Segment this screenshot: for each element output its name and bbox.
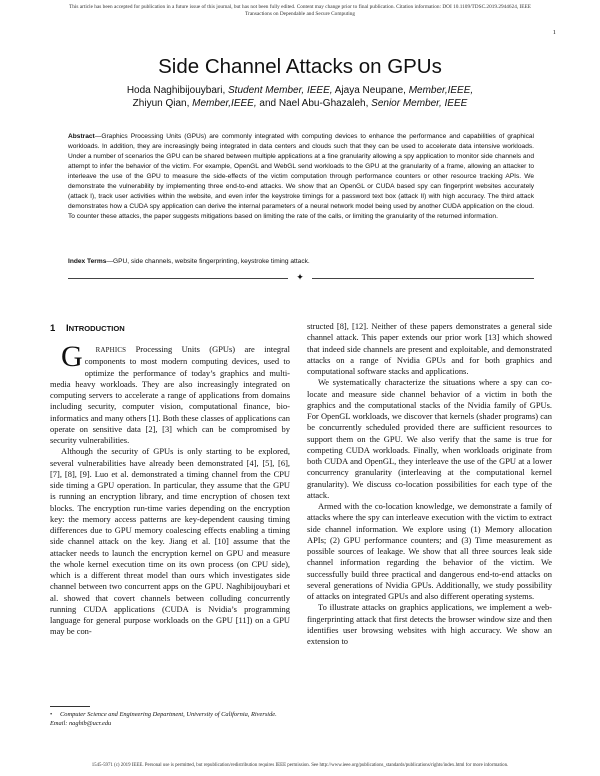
author-name: Zhiyun Qian, bbox=[132, 98, 190, 110]
affiliation-footnote bbox=[50, 711, 290, 728]
footnote-rule bbox=[50, 706, 90, 707]
author-role: Senior Member, IEEE bbox=[371, 98, 468, 110]
author-role: Member,IEEE, bbox=[408, 85, 474, 96]
section-title-rest: NTRODUCTION bbox=[68, 324, 125, 333]
intro-paragraph-5: To illustrate attacks on graphics applications, we implement a web-fingerprinting attack that first detects the browser window size and then identifies user browsing websites with high accuracy. We show an extension to bbox=[307, 602, 552, 646]
index-terms-text: —GPU, side channels, website fingerprinting, keystroke timing attack. bbox=[106, 258, 310, 265]
dropcap-rest: RAPHICS bbox=[95, 347, 127, 354]
paragraph-text: Processing Units (GPUs) are integral components to most modern computing devices, used to optimize the performance of today’s graphics and multi-media heavy workloads. They are also increasingly integrated on computing servers to accelerate a range of applications from domains including security, computer vision, computational finance, bio-informatics and many others [1]. Both these classes of applications can operate on sensitive data [2], [3] which can be compromised by security vulnerabilities. bbox=[50, 344, 290, 445]
section-title-initial: I bbox=[66, 323, 69, 334]
footnote-text: Computer Science and Engineering Department, University of California, Riverside. Email: naghib@ucr.edu bbox=[50, 711, 277, 727]
author-list bbox=[60, 84, 540, 111]
intro-paragraph-4: Armed with the co-location knowledge, we demonstrate a family of attacks where the spy can interleave execution with the victim to extract side channel information. We explore using (1) Memory allocation APIs; (2) GPU performance counters; and (3) Time measurement as possible sources of leakage. We show that all three sources leak side channel information regarding the behavior of the victim. We successfully build three practical and dangerous end-to-end attacks on several generations of Nvidia GPUs. Additionally, we study possibility of attacks on integrated GPUs and also different operating systems. bbox=[307, 501, 552, 601]
author-line-2 bbox=[60, 97, 540, 110]
author-role: Student Member, IEEE, bbox=[228, 85, 333, 96]
divider-diamond-icon: ✦ bbox=[296, 273, 304, 283]
journal-banner-line-1: This article has been accepted for publication in a future issue of this journal, but has not been fully edited. Content may change prior to final publication. Citation information: DOI 10.1109/TDSC.2019.2944624, IEEE bbox=[69, 4, 531, 10]
intro-paragraph-3: We systematically characterize the situations where a spy can co-locate and measure side channel behavior of a victim in both the graphics and the computational stacks of the Nvidia family of GPUs. For OpenGL workloads, we discover that kernels (shader programs) can be concurrently scheduled provided there are sufficient resources to support them on the GPU. We also verify that the same is true for competing CUDA workloads. Finally, when workloads originate from both CUDA and OpenGL, they interleave the use of the GPU at a lower concurrency granularity (interleaving at the computational kernel granularity). We discuss co-location possibilities for each type of the attack. bbox=[307, 377, 552, 500]
right-column bbox=[307, 321, 552, 647]
author-role: Member,IEEE, bbox=[192, 98, 257, 110]
index-terms bbox=[68, 257, 534, 267]
section-heading bbox=[50, 322, 290, 335]
page-number: 1 bbox=[552, 29, 556, 36]
author-line-1 bbox=[60, 84, 540, 97]
paper-title: Side Channel Attacks on GPUs bbox=[158, 55, 442, 78]
section-divider-left bbox=[68, 278, 288, 279]
copyright-banner: 1545-5971 (c) 2019 IEEE. Personal use is permitted, but republication/redistribution requires IEEE permission. See http://www.ieee.org/publications_standards/publications/rights/index.html for more information. bbox=[91, 763, 509, 768]
author-name: and Nael Abu-Ghazaleh, bbox=[259, 98, 369, 110]
intro-paragraph-2: Although the security of GPUs is only starting to be explored, several vulnerabilities have already been demonstrated [4], [5], [6], [7], [8], [9]. Luo et al. demonstrated a timing channel from the CPU side timing a GPU operation. In particular, they assume that the GPU is running an encryption library, and time encryption of chosen text blocks. The encryption run-time varies depending on the encryption key: the memory access patterns are key-dependent causing timing differences due to GPU memory coalescing effects enabling a timing side channel attack on the key. Jiang et al. [10] assume that the attacker needs to launch the encryption kernel on GPU and measure the whole kernel execution time on its own process (on CPU side), which is a different threat model than ours which investigates side channel between two concurrent apps on the GPU. Naghibijouybari et al. showed that covert channels between colluding concurrently running CUDA applications (CUDA is Nvidia’s programming language for general purpose workloads on the GPU [11]) on a GPU may be con- bbox=[50, 446, 290, 637]
abstract-label: Abstract bbox=[68, 133, 95, 140]
section-divider-right bbox=[312, 278, 534, 279]
journal-banner bbox=[18, 4, 582, 18]
intro-paragraph-1 bbox=[50, 340, 290, 446]
intro-paragraph-continued: structed [8], [12]. Neither of these papers demonstrates a general side channel attack. This paper extends our prior work [13] which showed that indeed side channels are present and exploitable, and demonstrated attacks on a range of Nvidia GPUs and for both graphics and computational software stacks and applications. bbox=[307, 321, 552, 376]
journal-banner-line-2: Transactions on Dependable and Secure Computing bbox=[245, 11, 355, 18]
abstract bbox=[68, 132, 534, 222]
author-name: Ajaya Neupane, bbox=[334, 85, 406, 96]
abstract-text: —Graphics Processing Units (GPUs) are commonly integrated with computing devices to enhance the performance and capabilities of graphical workloads. In addition, they are increasingly being integrated in data centers and clouds such that they can be used to accelerate data intensive workloads. Under a number of scenarios the GPU can be shared between multiple applications at a fine granularity allowing a spy application to monitor side channels and attempt to infer the behavior of the victim. For example, OpenGL and WebGL send workloads to the GPU at the granularity of a frame, allowing an attacker to interleave the use of the GPU to measure the side-effects of the victim computation through performance counters or other resource tracking APIs. We demonstrate the vulnerability by implementing three end-to-end attacks. We show that an OpenGL or CUDA based spy can fingerprint websites accurately (attack I), track user activities within the website, and even infer the keystroke timings for a password text box (attack II) with high accuracy. The third attack demonstrates how a CUDA spy application can derive the internal parameters of a neural network model being used by another CUDA application on the cloud. To counter these attacks, the paper suggests mitigations based on limiting the rate of the calls, or limiting the granularity of the returned information. bbox=[68, 133, 534, 221]
footnote-bullet: • bbox=[50, 711, 53, 718]
index-terms-label: Index Terms bbox=[68, 258, 107, 265]
left-column bbox=[50, 322, 290, 638]
section-number: 1 bbox=[50, 323, 56, 334]
author-name: Hoda Naghibijouybari, bbox=[126, 85, 226, 96]
dropcap-letter: G bbox=[61, 340, 83, 373]
